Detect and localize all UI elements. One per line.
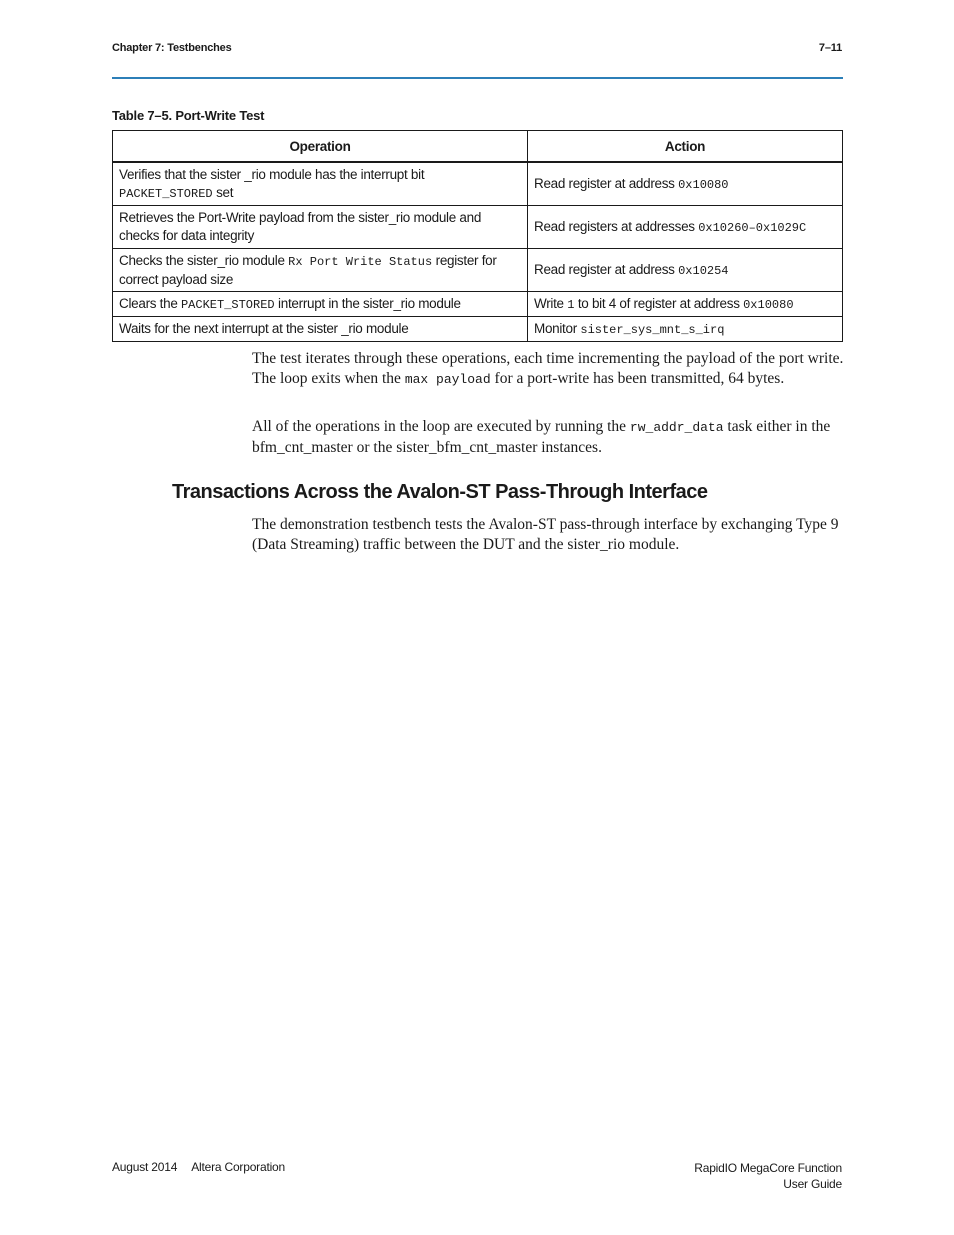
header-rule xyxy=(112,77,843,79)
footer-doc-type: User Guide xyxy=(783,1177,842,1191)
operation-cell: Clears the PACKET_STORED interrupt in the sister_rio module xyxy=(113,292,528,317)
section-heading: Transactions Across the Avalon-ST Pass-Through Interface xyxy=(172,481,708,503)
column-header-operation: Operation xyxy=(113,131,528,163)
action-cell: Read registers at addresses 0x10260–0x1029C xyxy=(528,206,843,249)
table-row xyxy=(113,162,843,206)
body-paragraph: All of the operations in the loop are executed by running the rw_addr_data task either in the bfm_cnt_master or the sister_bfm_cnt_master instances. xyxy=(252,418,831,456)
action-cell: Read register at address 0x10080 xyxy=(528,162,843,206)
table-header-row xyxy=(113,131,843,163)
operation-cell: Retrieves the Port-Write payload from the sister_rio module and checks for data integrity xyxy=(113,206,528,249)
footer-left xyxy=(112,1160,285,1174)
footer-company: Altera Corporation xyxy=(191,1160,285,1174)
table-row xyxy=(113,292,843,317)
action-cell: Monitor sister_sys_mnt_s_irq xyxy=(528,317,843,342)
running-header-chapter: Chapter 7: Testbenches xyxy=(112,42,232,54)
footer-product: RapidIO MegaCore Function xyxy=(694,1161,842,1175)
action-cell: Write 1 to bit 4 of register at address 0x10080 xyxy=(528,292,843,317)
body-paragraph: The test iterates through these operations, each time incrementing the payload of the port write. The loop exits when the max payload for a port-write has been transmitted, 64 bytes. xyxy=(252,350,844,387)
operation-cell: Verifies that the sister _rio module has the interrupt bit PACKET_STORED set xyxy=(113,162,528,206)
table-row xyxy=(113,249,843,292)
running-header-page-number: 7–11 xyxy=(818,42,842,54)
footer-right xyxy=(694,1160,842,1192)
table-row xyxy=(113,317,843,342)
operation-cell: Checks the sister_rio module Rx Port Write Status register for correct payload size xyxy=(113,249,528,292)
table-caption: Table 7–5. Port-Write Test xyxy=(112,108,265,123)
body-paragraph: The demonstration testbench tests the Avalon-ST pass-through interface by exchanging Type 9 (Data Streaming) traffic between the DUT and the sister_rio module. xyxy=(252,516,839,553)
port-write-test-table xyxy=(112,130,843,342)
footer-date: August 2014 xyxy=(112,1160,178,1174)
operation-cell: Waits for the next interrupt at the sister _rio module xyxy=(113,317,528,342)
column-header-action: Action xyxy=(528,131,843,163)
action-cell: Read register at address 0x10254 xyxy=(528,249,843,292)
table-row xyxy=(113,206,843,249)
